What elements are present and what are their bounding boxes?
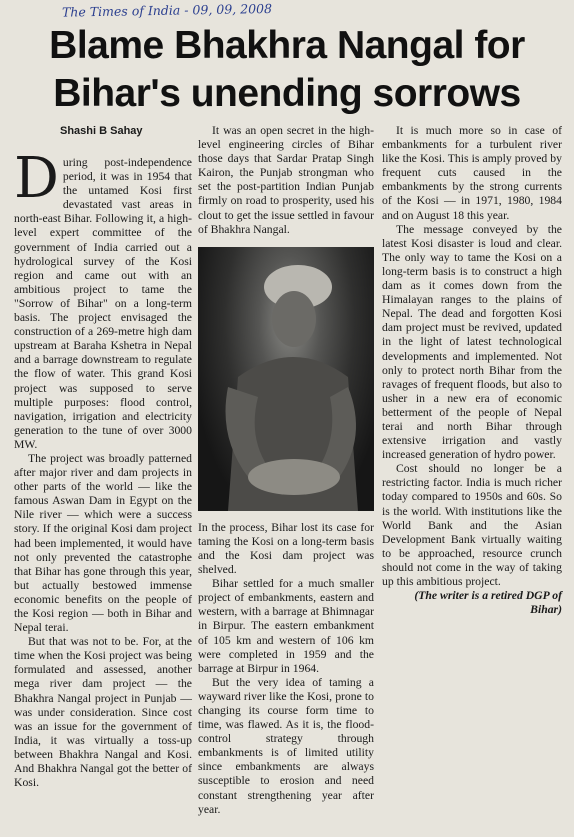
article-column-1 [14,124,192,790]
article-paragraph: Cost should no longer be a restricting factor. India is much richer today compared to 1950s and 60s. So is the world. With institutions like the World Bank and the Asian Development Bank virtually waiting to be approached, resource crunch should not come in the way of taking up this ambitious project. [382,462,562,588]
article-paragraph: In the process, Bihar lost its case for taming the Kosi on a long-term basis and the Kosi dam project was shelved. [198,520,374,577]
headline-line-1: Blame Bhakhra Nangal for [49,24,525,67]
bundle-shape [248,459,340,495]
article-paragraph: The message conveyed by the latest Kosi disaster is loud and clear. The only way to tame the Kosi on a long-term basis is to construct a high dam as it comes down from the Himalayan ranges to the plains of Nepal. The dead and forgotten Kosi dam project must be revived, updated in the light of latest technological developments and implemented. Not only to protect north Bihar from the ravages of frequent floods, but also to usher in a new era of economic betterment of the people of Nepal terai and north Bihar through extensive irrigation and vastly increased generation of hydro power. [382,222,562,462]
man-silhouette [198,247,374,511]
drop-cap: D [14,146,59,211]
article-paragraph: The project was broadly patterned after major river and dam projects in other parts of the world — like the famous Aswan Dam in Egypt on the Nile river — which were a success story. If the original Kosi dam project had been implemented, it would have not only prevented the catastrophe that Bihar has gone through this year, but actually bestowed immense economic benefits on the people of the Kosi region — both in Bihar and Nepal terai. [14,451,192,635]
writer-credit: (The writer is a retired DGP of Bihar) [414,589,562,617]
article-paragraph: During post-independence period, it was in 1954 that the untamed Kosi first devastated vast areas in north-east Bihar. Following it, a high-level expert committee of the government of India carried out a hydrological survey of the Kosi region and came out with an ambitious project to tame the "Sorrow of Bihar" on a long-term basis. The project envisaged the construction of a 269-metre high dam upstream at Baraha Kshetra in Nepal and a barrage downstream to regulate the flow of water. This grand Kosi project was supposed to serve multiple purposes: flood control, navigation, irrigation and electricity generation to the tune of over 3000 MW. [14,146,192,451]
article-paragraph: But that was not to be. For, at the time when the Kosi project was being formulated and assessed, another mega river dam project — the Bhakhra Nangal project in Punjab — was under consideration. Since cost was an issue for the government of India, it was virtually a toss-up between Bhakhra Nangal and Kosi. And Bhakhra Nangal got the better of Kosi. [14,635,192,790]
article-column-3 [382,124,562,617]
article-paragraph: But the very idea of taming a wayward river like the Kosi, prone to changing its course form time to time, was flawed. As it is, the flood-control strategy through embankments is of limited utility since embankments are always susceptible to erosion and need constant strengthening year after year. [198,675,374,816]
byline: Shashi B Sahay [60,125,143,137]
face-shape [272,291,316,347]
source-annotation: The Times of India - 09, 09, 2008 [61,0,273,20]
article-column-2 [198,124,374,817]
article-paragraph: Bihar settled for a much smaller project of embankments, eastern and western, with a barrage at Bhimnagar in Birpur. The eastern embankment of 105 km and western of 106 km were completed in 1959 and the barrage at Birpur in 1964. [198,577,374,675]
article-paragraph: It was an open secret in the high-level engineering circles of Bihar those days that Sardar Pratap Singh Kairon, the Punjab strongman who set the post-partition Indian Punjab firmly on road to prosperity, used his clout to get the issue settled in favour of Bhakhra Nangal. [198,124,374,236]
article-paragraph: It is much more so in case of embankments for a turbulent river like the Kosi. This is amply proved by frequent cuts caused in the embankments by the strong currents of the Kosi — in 1971, 1980, 1984 and on August 18 this year. [382,124,562,222]
flood-victim-photo [198,247,374,511]
headline-line-2: Bihar's unending sorrows [53,72,521,115]
